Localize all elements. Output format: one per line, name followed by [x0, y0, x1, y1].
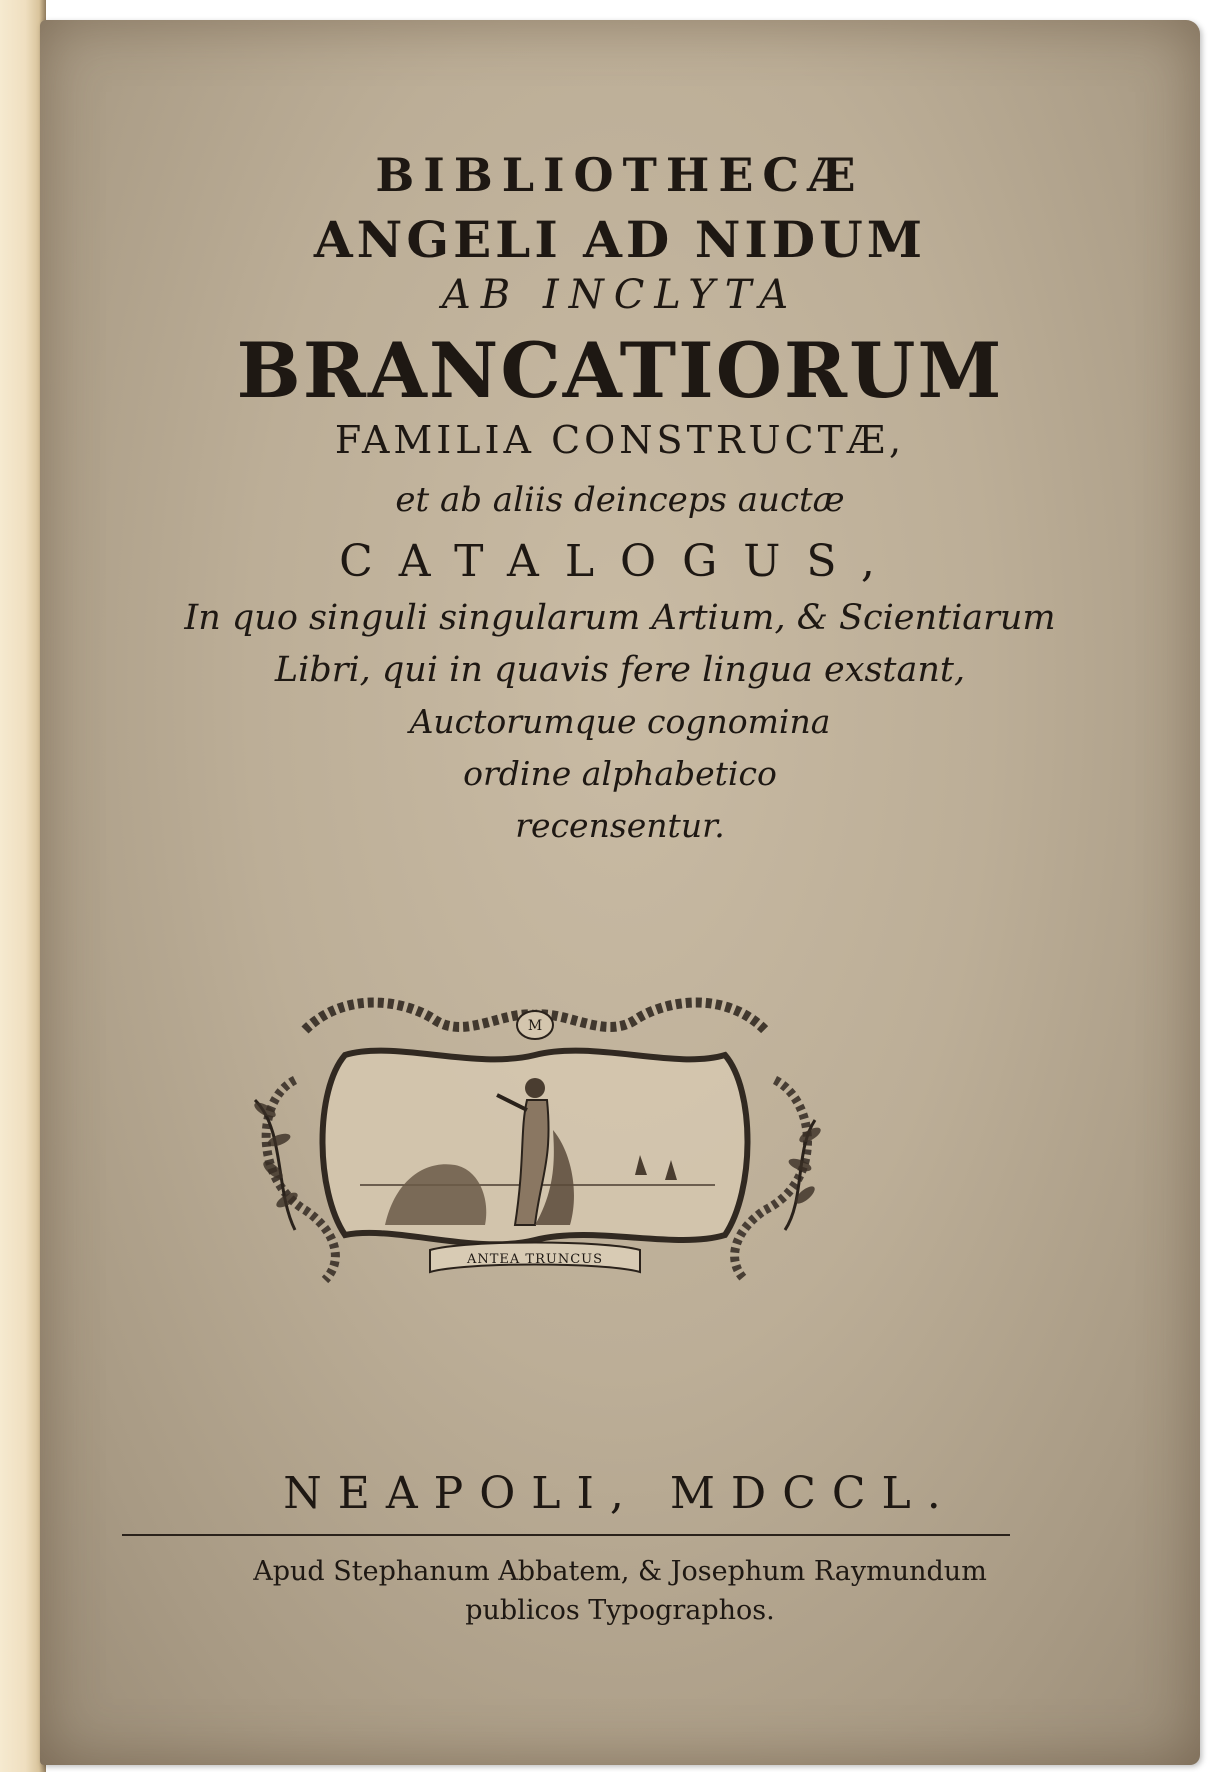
title-line-10: Auctorumque cognomina [409, 702, 831, 741]
laurel-leaves-left [252, 1100, 300, 1211]
title-line-7: CATALOGUS, [339, 536, 901, 587]
title-line-11: ordine alphabetico [463, 754, 777, 793]
title-line-4: BRANCATIORUM [236, 326, 1004, 415]
title-line-5: FAMILIA CONSTRUCTÆ, [334, 418, 906, 462]
standing-figure-head [525, 1078, 545, 1098]
medallion-letter: M [527, 1018, 543, 1034]
laurel-branch-left [255, 1100, 295, 1230]
title-line-3: AB INCLYTA [441, 272, 799, 318]
imprint-rule [122, 1534, 1010, 1536]
imprint-place-date: NEAPOLI, MDCCL. [283, 1468, 957, 1519]
motto-text: Antea truncus [466, 1252, 604, 1267]
title-line-9: Libri, qui in quavis fere lingua exstant, [274, 650, 966, 690]
engraved-vignette [235, 960, 835, 1310]
title-page [40, 20, 1200, 1765]
imprint-printers: Apud Stephanum Abbatem, & Josephum Raymundum [253, 1556, 987, 1587]
imprint-printers-title: publicos Typographos. [465, 1595, 775, 1626]
title-line-12: recensentur. [515, 806, 725, 845]
title-line-6: et ab aliis deinceps auctæ [395, 480, 845, 520]
title-line-2: ANGELI AD NIDUM [313, 210, 927, 269]
title-line-1: BIBLIOTHECÆ [375, 148, 865, 202]
title-line-8: In quo singuli singularum Artium, & Scientiarum [184, 598, 1056, 638]
